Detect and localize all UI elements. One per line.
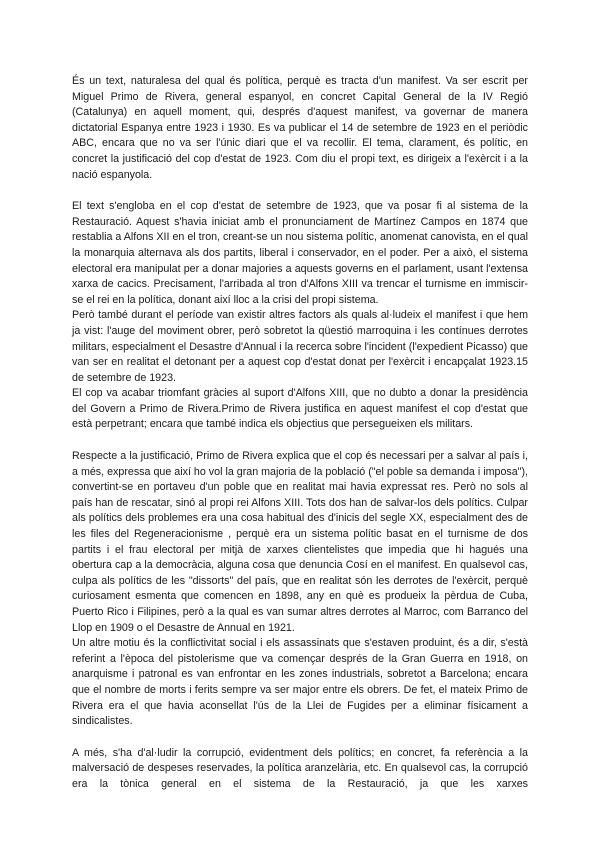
paragraph-spacer (72, 183, 528, 199)
paragraph-factors: Però també durant el període van existir altres factors als quals al·ludeix el manifest i que hem ja vist: l'auge del moviment obrer, però sobretot la qüestió marroquina i les contínues derrotes militars, especialment el Desastre d'Annual i la recerca sobre l'incident (l'expedient Picasso) que van ser en realitat el detonant per a aquest cop d'estat donat per l'exèrcit i encapçalat 1923.15 de setembre de 1923. (72, 309, 528, 384)
paragraph-spacer (72, 433, 528, 449)
paragraph-intro: És un text, naturalesa del qual és política, perquè es tracta d'un manifest. Va ser escrit per Miguel Primo de Rivera, general espanyol, en concret Capital General de la IV Regió (Catalunya) en aquell moment, qui, després d'aquest manifest, va governar de manera dictatorial Espanya entre 1923 i 1930. Es va publicar el 14 de setembre de 1923 en el periòdic ABC, encara que no va ser l'únic diari que el va recollir. El tema, clarament, és polític, en concret la justificació del cop d'estat de 1923. Com diu el propi text, es dirigeix a l'exèrcit i a la nació espanyola. (72, 75, 528, 181)
paragraph-social-conflict: Un altre motiu és la conflictivitat social i els assassinats que s'estaven produint, és a dir, s'està referint a l'època del pistolerisme que va començar després de la Gran Guerra en 1918, on anarquisme i patronal es van enfrontar en les zones industrials, sobretot a Barcelona; encara que el nombre de morts i ferits sempre va ser major entre els obrers. De fet, el mateix Primo de Rivera era el que havia aconsellat l'ús de la Llei de Fugides per a eliminar físicament a sindicalistes. (72, 637, 528, 728)
paragraph-spacer (72, 730, 528, 746)
paragraph-triumph: El cop va acabar triomfant gràcies al suport d'Alfons XIII, que no dubto a donar la presidència del Govern a Primo de Rivera.Primo de Rivera justifica en aquest manifest el cop d'estat que està perpetrant; encara que també indica els objectius que persegueixen els militars. (72, 387, 528, 431)
paragraph-justification: Respecte a la justificació, Primo de Rivera explica que el cop és necessari per a salvar al país i, a més, expressa que així ho vol la gran majoria de la població ("el poble sa demanda i imposa"), convertint-se en portaveu d'un poble que en realitat mai havia expressat res. Però no sols al país han de rescatar, sinó al propi rei Alfons XIII. Tots dos han de salvar-los dels polítics. Culpar als polítics dels problemes era una cosa habitual des d'inicis del segle XX, especialment des de les files del Regeneracionisme , perquè era un sistema polític basat en el turnisme de dos partits i el frau electoral per mitjà de xarxes clientelistes que impedia que hi hagués una obertura cap a la democràcia, alguna cosa que denuncia Cosí en el manifest. En qualsevol cas, culpa als polítics de les "dissorts" del país, que en realitat són les derrotes de l'exèrcit, perquè curiosament esmenta que comencen en 1898, any en què es produeix la pèrdua de Cuba, Puerto Rico i Filipines, però a la qual es van sumar altres derrotes al Marroc, com Barranco del Llop en 1909 o el Desastre de Annual en 1921. (72, 450, 528, 634)
paragraph-context: El text s'engloba en el cop d'estat de setembre de 1923, que va posar fi al sistema de la Restauració. Aquest s'havia iniciat amb el pronunciament de Martínez Campos en 1874 que restablia a Alfons XII en el tron, creant-se un nou sistema polític, anomenat canovista, en el qual la monarquia alternava als dos partits, liberal i conservador, en el poder. Per a això, el sistema electoral era manipulat per a donar majories a aquests governs en el parlament, usant l'extensa xarxa de cacics. Precisament, l'arribada al tron d'Alfons XIII va trencar el turnisme en immiscir-se el rei en la política, donant així lloc a la crisi del propi sistema. (72, 200, 528, 306)
document-page (72, 74, 528, 793)
paragraph-corruption: A més, s'ha d'al·ludir la corrupció, evidentment dels polítics; en concret, fa referència a la malversació de despeses reservades, la política aranzelària, etc. En qualsevol cas, la corrupció era la tònica general en el sistema de la Restauració, ja que les xarxes (72, 746, 528, 790)
